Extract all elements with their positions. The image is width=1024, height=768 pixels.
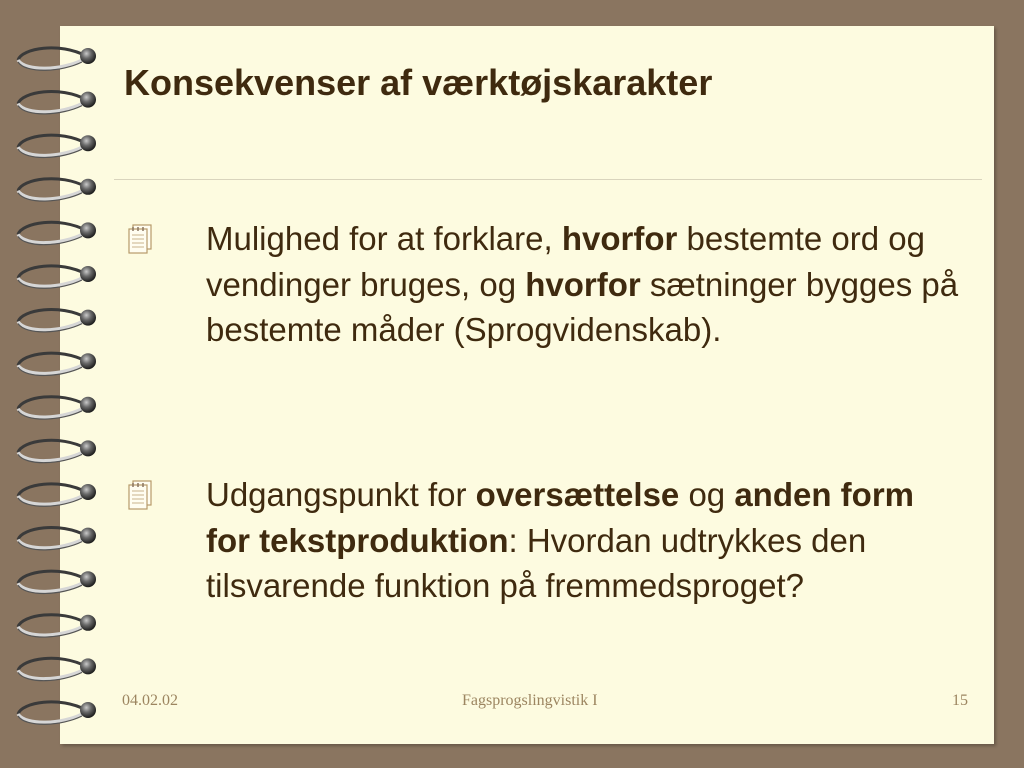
text-run: Mulighed for at forklare,	[206, 220, 562, 257]
emphasis: hvorfor	[561, 220, 678, 257]
binding-ring	[18, 440, 96, 462]
footer-date: 04.02.02	[122, 692, 178, 709]
emphasis: hvorfor	[525, 265, 641, 303]
emphasis: anden form for tekstproduktion	[206, 476, 915, 559]
binding-ring	[18, 353, 96, 375]
binding-ring	[18, 397, 96, 419]
bullet-item-2	[124, 472, 964, 609]
binding-ring	[18, 528, 96, 550]
notepad-icon	[124, 472, 206, 609]
text-run: sætninger bygges på bestemte måder (Sprogvidenskab).	[206, 265, 959, 348]
emphasis: oversættelse	[475, 476, 680, 513]
binding-ring	[18, 571, 96, 593]
footer-course: Fagsprogslingvistik I	[462, 692, 598, 709]
binding-ring	[18, 222, 96, 244]
text-run: bestemte ord og vendinger bruges, og	[206, 220, 925, 303]
binding-ring	[18, 48, 96, 70]
binding-ring	[18, 658, 96, 680]
bullet-text-1	[206, 216, 964, 353]
footer-page-number: 15	[952, 692, 968, 709]
text-run: : Hvordan udtrykkes den tilsvarende funktion på fremmedsproget?	[206, 521, 867, 604]
title-divider	[114, 179, 982, 180]
text-run: Udgangspunkt for	[206, 476, 476, 513]
binding-ring	[18, 135, 96, 157]
binding-ring	[18, 92, 96, 114]
binding-ring	[18, 266, 96, 288]
slide-paper	[60, 26, 994, 744]
binding-ring	[18, 179, 96, 201]
spiral-binding	[0, 0, 110, 768]
bullet-text-2	[206, 472, 964, 609]
notepad-icon	[124, 216, 206, 353]
binding-ring	[18, 702, 96, 724]
binding-ring	[18, 484, 96, 506]
slide-title: Konsekvenser af værktøjskarakter	[124, 62, 713, 103]
bullet-item-1	[124, 216, 964, 353]
binding-ring	[18, 615, 96, 637]
text-run: og	[679, 476, 735, 513]
binding-ring	[18, 310, 96, 332]
